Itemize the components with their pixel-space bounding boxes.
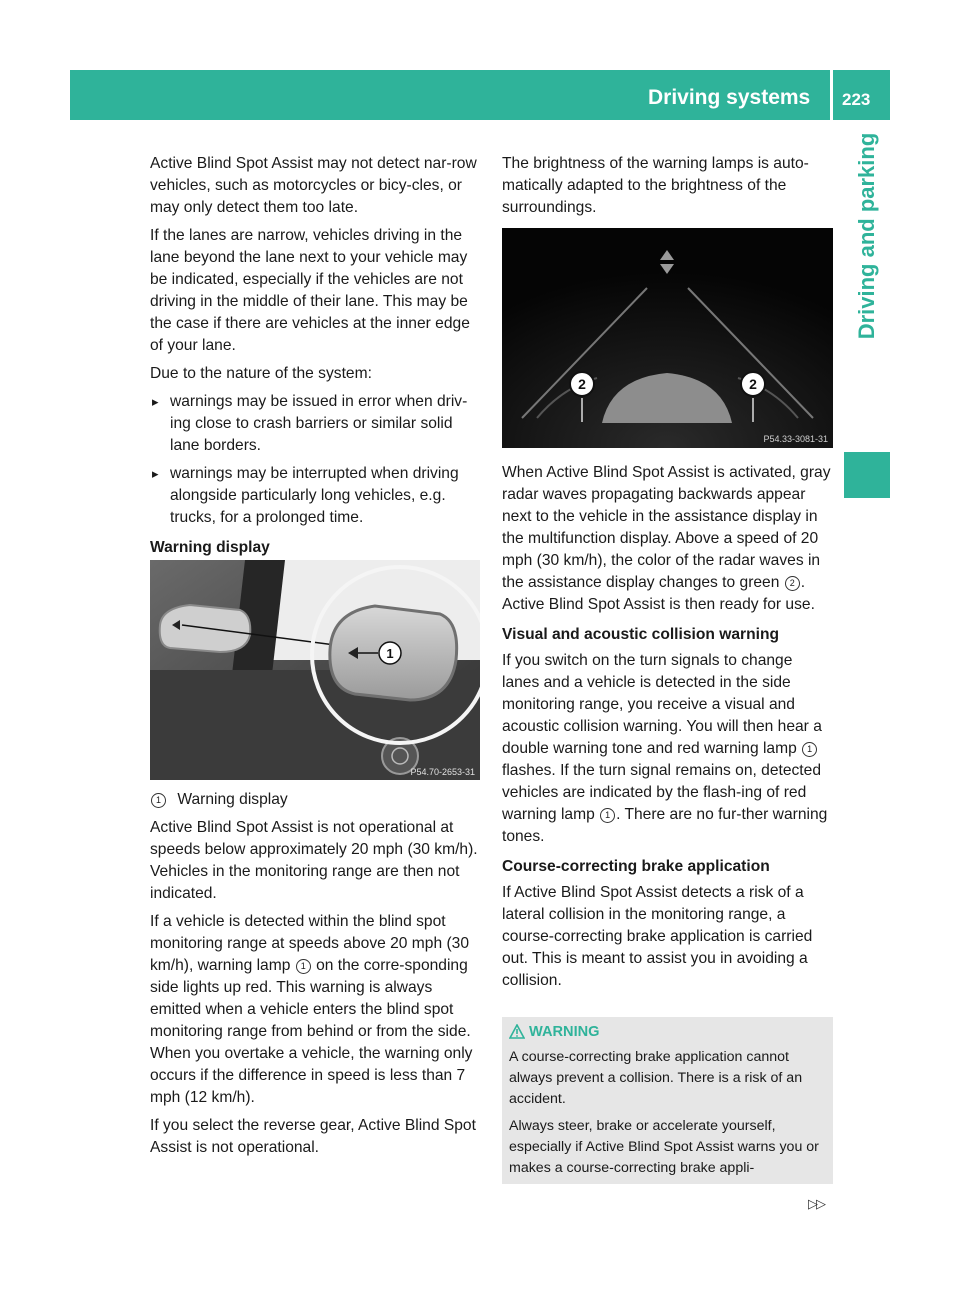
paragraph: The brightness of the warning lamps is auto-matically adapted to the brightness of the surroundings. <box>502 155 809 216</box>
heading-warning-display: Warning display <box>150 539 270 556</box>
heading-course-correcting: Course-correcting brake application <box>502 858 770 875</box>
warning-title: WARNING <box>529 1024 600 1040</box>
figure-callout-1: 1 <box>386 646 394 661</box>
paragraph: If a vehicle is detected within the blind spot monitoring range at speeds above 20 mph (30 km/h), warning lamp 1 on the corre-sponding side lights up red. This warning is always emitted when a vehicle enters the blind spot monitoring range from behind or from the side. When you overtake a vehicle, the warning only occurs if the difference in speed is less than 7 mph (12 km/h). <box>150 913 473 1106</box>
figure-callout-2-left: 2 <box>578 376 586 392</box>
paragraph: When Active Blind Spot Assist is activated, gray radar waves propagating backwards appear next to the vehicle in the assistance display in the multifunction display. Above a speed of 20 mph (30 km/h), the color of the radar waves in the assistance display changes to green 2 . Active Blind Spot Assist is then ready for use. <box>502 464 831 613</box>
side-tab-label: Driving and parking <box>854 132 879 340</box>
warning-header <box>509 1022 829 1043</box>
heading-visual-warning: Visual and acoustic collision warning <box>502 626 780 643</box>
figure-callout-2-right: 2 <box>749 376 757 392</box>
paragraph: If Active Blind Spot Assist detects a risk of a lateral collision in the monitoring range, a course-correcting brake application is carried out. This is meant to assist you in avoiding a collision. <box>502 884 813 989</box>
page-number: 223 <box>842 90 871 109</box>
paragraph: If you switch on the turn signals to change lanes and a vehicle is detected in the side monitoring range, you receive a visual and acoustic collision warning. You will then hear a double warning tone and red warning lamp 1 flashes. If the turn signal remains on, detected vehicles are indicated by the flash-ing of red warning lamp 1 . There are no fur-ther warning tones. <box>502 652 828 845</box>
right-column-top <box>502 153 833 225</box>
callout-1: 1 <box>802 742 817 757</box>
paragraph: Active Blind Spot Assist is not operational at speeds below approximately 20 mph (30 km/h). Vehicles in the monitoring range are then not indicated. <box>150 819 478 902</box>
paragraph: If the lanes are narrow, vehicles driving in the lane beyond the lane next to your vehicle may be indicated, especially if the vehicles are not driving in the middle of their lane. This may be the case if there are vehicles at the inner edge of your lane. <box>150 227 470 354</box>
left-column-top <box>150 153 480 563</box>
paragraph: Always steer, brake or accelerate yourself, especially if Active Blind Spot Assist warns you or makes a course-correcting brake appli- <box>509 1118 819 1176</box>
side-marker <box>844 452 890 498</box>
list-item: ▸ warnings may be issued in error when driv-ing close to crash barriers or similar solid lane borders. <box>152 393 468 454</box>
callout-1: 1 <box>151 793 166 808</box>
left-column-bottom <box>150 789 480 1165</box>
warning-triangle-icon <box>509 1024 525 1039</box>
mirror-illustration <box>150 560 480 780</box>
bullet-icon: ▸ <box>152 394 159 409</box>
callout-1: 1 <box>600 808 615 823</box>
paragraph: A course-correcting brake application cannot always prevent a collision. There is a risk of an accident. <box>509 1049 803 1107</box>
paragraph: Due to the nature of the system: <box>150 365 372 382</box>
assistance-display-figure <box>502 228 833 448</box>
figure-code: P54.70-2653-31 <box>410 767 475 777</box>
figure-caption: 1 Warning display <box>150 789 480 811</box>
callout-2: 2 <box>785 576 800 591</box>
bullet-icon: ▸ <box>152 466 159 481</box>
right-column-bottom <box>502 462 833 998</box>
section-title: Driving systems <box>648 86 811 109</box>
callout-1: 1 <box>296 959 311 974</box>
warning-display-figure <box>150 560 480 780</box>
assistance-display-illustration <box>502 228 833 448</box>
warning-content <box>509 1022 829 1185</box>
list-item: ▸ warnings may be interrupted when driving alongside particularly long vehicles, e.g. trucks, for a prolonged time. <box>152 465 459 526</box>
header-divider <box>830 70 833 120</box>
paragraph: If you select the reverse gear, Active Blind Spot Assist is not operational. <box>150 1117 476 1156</box>
figure-code: P54.33-3081-31 <box>763 434 828 444</box>
continue-arrows-icon: ▷▷ <box>808 1196 824 1211</box>
paragraph: Active Blind Spot Assist may not detect nar-row vehicles, such as motorcycles or bicy-cles, or may only detect them too late. <box>150 155 477 216</box>
